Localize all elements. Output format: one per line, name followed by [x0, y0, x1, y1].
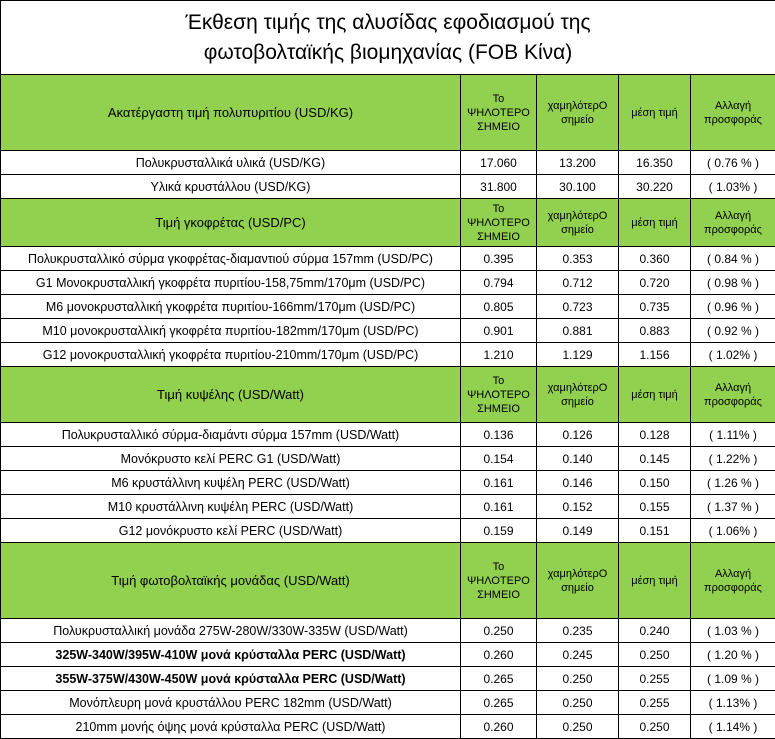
row-label: Πολυκρυσταλλική μονάδα 275W-280W/330W-335W (USD/Watt) — [1, 619, 461, 643]
high-value: 1.210 — [461, 343, 537, 367]
row-label: G1 Μονοκρυσταλλική γκοφρέτα πυριτίου-158,75mm/170μm (USD/PC) — [1, 271, 461, 295]
high-value: 0.161 — [461, 471, 537, 495]
table-row — [1, 423, 775, 447]
low-value: 0.723 — [537, 295, 619, 319]
low-value: 0.152 — [537, 495, 619, 519]
low-value: 0.353 — [537, 247, 619, 271]
high-value: 0.159 — [461, 519, 537, 543]
col-avg-header: μέση τιμή — [619, 75, 691, 151]
section-title: Τιμή φωτοβολταϊκής μονάδας (USD/Watt) — [1, 543, 461, 619]
low-value: 0.149 — [537, 519, 619, 543]
col-high-header: Το ΨΗΛΟΤΕΡΟ ΣΗΜΕΙΟ — [461, 75, 537, 151]
low-value: 13.200 — [537, 151, 619, 175]
high-value: 0.901 — [461, 319, 537, 343]
change-value: ( 0.98 % ) — [691, 271, 775, 295]
table-row — [1, 447, 775, 471]
title-line-2: φωτοβολταϊκής βιομηχανίας (FOB Κίνα) — [1, 38, 775, 68]
change-value: ( 1.03% ) — [691, 175, 775, 199]
change-value: ( 1.13% ) — [691, 691, 775, 715]
avg-value: 0.145 — [619, 447, 691, 471]
col-avg-header: μέση τιμή — [619, 543, 691, 619]
high-value: 0.260 — [461, 715, 537, 739]
change-value: ( 1.11% ) — [691, 423, 775, 447]
table-row — [1, 295, 775, 319]
col-high-header: Το ΨΗΛΟΤΕΡΟ ΣΗΜΕΙΟ — [461, 367, 537, 423]
avg-value: 0.720 — [619, 271, 691, 295]
high-value: 17.060 — [461, 151, 537, 175]
col-low-header: χαμηλότερΟ σημείο — [537, 75, 619, 151]
change-value: ( 1.26 % ) — [691, 471, 775, 495]
high-value: 0.154 — [461, 447, 537, 471]
table-row — [1, 271, 775, 295]
high-value: 0.161 — [461, 495, 537, 519]
col-change-header: Αλλαγή προσφοράς — [691, 75, 775, 151]
table-row — [1, 471, 775, 495]
high-value: 0.805 — [461, 295, 537, 319]
avg-value: 0.883 — [619, 319, 691, 343]
table-row — [1, 619, 775, 643]
section-title: Τιμή κυψέλης (USD/Watt) — [1, 367, 461, 423]
low-value: 1.129 — [537, 343, 619, 367]
table-row — [1, 691, 775, 715]
avg-value: 0.240 — [619, 619, 691, 643]
report-title — [1, 1, 775, 75]
row-label: G12 μονόκρυστο κελί PERC (USD/Watt) — [1, 519, 461, 543]
change-value: ( 1.37 % ) — [691, 495, 775, 519]
table-row — [1, 319, 775, 343]
change-value: ( 0.96 % ) — [691, 295, 775, 319]
avg-value: 1.156 — [619, 343, 691, 367]
table-row — [1, 643, 775, 667]
col-avg-header: μέση τιμή — [619, 199, 691, 247]
row-label: 325W-340W/395W-410W μονά κρύσταλλα PERC (USD/Watt) — [1, 643, 461, 667]
high-value: 0.265 — [461, 667, 537, 691]
table-row — [1, 667, 775, 691]
change-value: ( 1.09 % ) — [691, 667, 775, 691]
high-value: 0.265 — [461, 691, 537, 715]
section-header — [1, 543, 775, 619]
col-change-header: Αλλαγή προσφοράς — [691, 367, 775, 423]
col-change-header: Αλλαγή προσφοράς — [691, 543, 775, 619]
table-row — [1, 519, 775, 543]
change-value: ( 1.02% ) — [691, 343, 775, 367]
avg-value: 0.128 — [619, 423, 691, 447]
change-value: ( 1.20 % ) — [691, 643, 775, 667]
col-high-header: Το ΨΗΛΟΤΕΡΟ ΣΗΜΕΙΟ — [461, 199, 537, 247]
section-header — [1, 199, 775, 247]
low-value: 0.146 — [537, 471, 619, 495]
row-label: 210mm μονής όψης μονά κρύσταλλα PERC (USD/Watt) — [1, 715, 461, 739]
avg-value: 0.151 — [619, 519, 691, 543]
low-value: 0.235 — [537, 619, 619, 643]
avg-value: 0.150 — [619, 471, 691, 495]
change-value: ( 1.14% ) — [691, 715, 775, 739]
low-value: 0.126 — [537, 423, 619, 447]
col-change-header: Αλλαγή προσφοράς — [691, 199, 775, 247]
section-title: Ακατέργαστη τιμή πολυπυριτίου (USD/KG) — [1, 75, 461, 151]
table-row — [1, 151, 775, 175]
row-label: Μονόπλευρη μονά κρυστάλλου PERC 182mm (USD/Watt) — [1, 691, 461, 715]
low-value: 30.100 — [537, 175, 619, 199]
row-label: M6 μονοκρυσταλλική γκοφρέτα πυριτίου-166mm/170μm (USD/PC) — [1, 295, 461, 319]
row-label: 355W-375W/430W-450W μονά κρύσταλλα PERC (USD/Watt) — [1, 667, 461, 691]
change-value: ( 0.92 % ) — [691, 319, 775, 343]
avg-value: 0.250 — [619, 643, 691, 667]
col-low-header: χαμηλότερΟ σημείο — [537, 199, 619, 247]
avg-value: 0.250 — [619, 715, 691, 739]
high-value: 0.260 — [461, 643, 537, 667]
avg-value: 0.155 — [619, 495, 691, 519]
table-row — [1, 495, 775, 519]
row-label: Πολυκρυσταλλικό σύρμα-διαμάντι σύρμα 157mm (USD/Watt) — [1, 423, 461, 447]
col-low-header: χαμηλότερΟ σημείο — [537, 367, 619, 423]
avg-value: 0.735 — [619, 295, 691, 319]
low-value: 0.712 — [537, 271, 619, 295]
row-label: Μονόκρυστο κελί PERC G1 (USD/Watt) — [1, 447, 461, 471]
low-value: 0.250 — [537, 715, 619, 739]
low-value: 0.250 — [537, 691, 619, 715]
avg-value: 16.350 — [619, 151, 691, 175]
section-header — [1, 367, 775, 423]
row-label: Πολυκρυσταλλικά υλικά (USD/KG) — [1, 151, 461, 175]
low-value: 0.140 — [537, 447, 619, 471]
col-low-header: χαμηλότερΟ σημείο — [537, 543, 619, 619]
section-header — [1, 75, 775, 151]
avg-value: 0.255 — [619, 667, 691, 691]
table-row — [1, 175, 775, 199]
col-avg-header: μέση τιμή — [619, 367, 691, 423]
high-value: 0.395 — [461, 247, 537, 271]
change-value: ( 0.76 % ) — [691, 151, 775, 175]
low-value: 0.250 — [537, 667, 619, 691]
change-value: ( 0.84 % ) — [691, 247, 775, 271]
title-line-1: Έκθεση τιμής της αλυσίδας εφοδιασμού της — [1, 8, 775, 38]
high-value: 31.800 — [461, 175, 537, 199]
row-label: G12 μονοκρυσταλλική γκοφρέτα πυριτίου-210mm/170μm (USD/PC) — [1, 343, 461, 367]
change-value: ( 1.06% ) — [691, 519, 775, 543]
row-label: Πολυκρυσταλλικό σύρμα γκοφρέτας-διαμαντιού σύρμα 157mm (USD/PC) — [1, 247, 461, 271]
table-row — [1, 343, 775, 367]
change-value: ( 1.22% ) — [691, 447, 775, 471]
col-high-header: Το ΨΗΛΟΤΕΡΟ ΣΗΜΕΙΟ — [461, 543, 537, 619]
high-value: 0.250 — [461, 619, 537, 643]
row-label: M10 μονοκρυσταλλική γκοφρέτα πυριτίου-182mm/170μm (USD/PC) — [1, 319, 461, 343]
section-title: Τιμή γκοφρέτας (USD/PC) — [1, 199, 461, 247]
low-value: 0.881 — [537, 319, 619, 343]
row-label: M6 κρυστάλλινη κυψέλη PERC (USD/Watt) — [1, 471, 461, 495]
avg-value: 0.255 — [619, 691, 691, 715]
row-label: M10 κρυστάλλινη κυψέλη PERC (USD/Watt) — [1, 495, 461, 519]
high-value: 0.794 — [461, 271, 537, 295]
table-row — [1, 247, 775, 271]
low-value: 0.245 — [537, 643, 619, 667]
change-value: ( 1.03 % ) — [691, 619, 775, 643]
high-value: 0.136 — [461, 423, 537, 447]
row-label: Υλικά κρυστάλλου (USD/KG) — [1, 175, 461, 199]
avg-value: 0.360 — [619, 247, 691, 271]
avg-value: 30.220 — [619, 175, 691, 199]
